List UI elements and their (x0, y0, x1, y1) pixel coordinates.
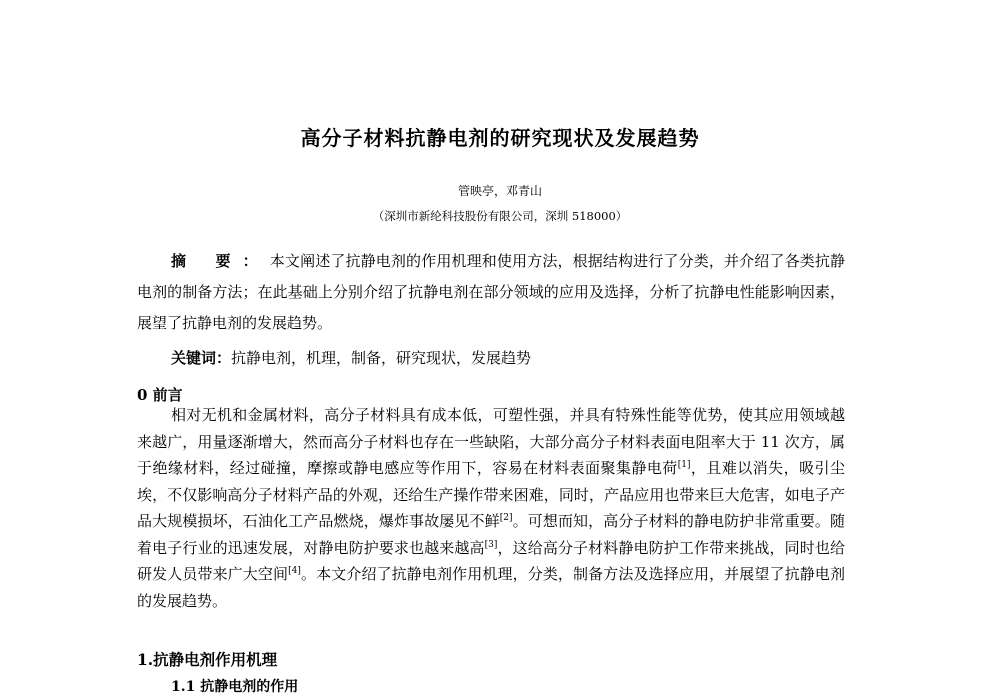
citation-2: [2] (499, 513, 513, 523)
abstract-text: 本文阐述了抗静电剂的作用机理和使用方法，根据结构进行了分类，并介绍了各类抗静电剂的制备方法；在此基础上分别介绍了抗静电剂在部分领域的应用及选择，分析了抗静电性能影响因素，展望了抗静电剂的发展趋势。 (137, 252, 845, 332)
citation-3: [3] (484, 539, 498, 550)
intro-text-5: 。本文介绍了抗静电剂作用机理，分类，制备方法及选择应用，并展望了抗静电剂的发展趋势。 (137, 565, 845, 610)
section-1-heading: 1.抗静电剂作用机理 (137, 650, 278, 669)
citation-4: [4] (288, 566, 301, 576)
paper-authors: 管映亭，邓青山 (457, 184, 542, 198)
abstract-label: 摘 要： (171, 252, 270, 270)
keywords (171, 346, 845, 370)
intro-text-2: ，且难以消失，吸引尘埃，不仅影响高分子材料产品的外观，还给生产操作带来困难，同时，产品应用也带来巨大危害，如电子产品大规模损坏，石油化工产品燃烧，爆炸事故屡见不鲜 (137, 459, 845, 530)
intro-text-3: 。可想而知，高分子材料的静电防护非常重要。随着电子行业的迅速发展，对静电防护要求也越来越高 (137, 512, 845, 557)
intro-text-1: 相对无机和金属材料，高分子材料具有成本低，可塑性强，并具有特殊性能等优势，使其应用领域越来越广，用量逐渐增大，然而高分子材料也存在一些缺陷，大部分高分子材料表面电阻率大于 11 次方，属于绝缘材料，经过碰撞，摩擦或静电感应等作用下，容易在材料表面聚集静电荷 (137, 406, 845, 477)
section-1-1-heading: 1.1 抗静电剂的作用 (171, 679, 299, 695)
keywords-text: 抗静电剂，机理，制备，研究现状，发展趋势 (231, 349, 532, 367)
intro-heading: 0 前言 (137, 386, 183, 404)
intro-paragraph (137, 402, 845, 614)
paper-title: 高分子材料抗静电剂的研究现状及发展趋势 (300, 126, 700, 150)
keywords-label: 关键词： (171, 349, 232, 367)
paper-affiliation: （深圳市新纶科技股份有限公司，深圳 518000） (372, 209, 628, 223)
intro-text-4: ，这给高分子材料静电防护工作带来挑战，同时也给研发人员带来广大空间 (137, 538, 845, 583)
abstract (137, 246, 845, 339)
citation-1: [1] (677, 460, 691, 470)
